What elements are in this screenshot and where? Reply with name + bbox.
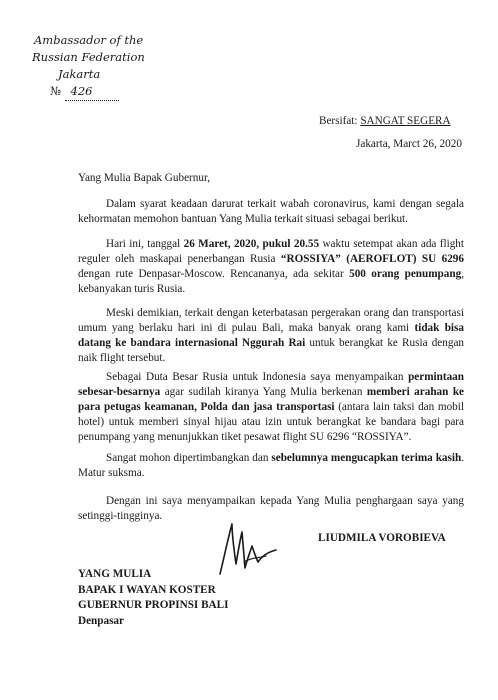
number-prefix: № [50,84,61,98]
p4-text-2: agar sudilah kiranya Yang Mulia berkenan [160,386,367,398]
p4-directive: memberi arahan ke para petugas keamanan, Polda dan jasa transportasi [78,386,465,413]
p4-text-1: Sebagai Duta Besar Rusia untuk Indonesia saya menyampaikan [106,371,409,383]
recipient-line-2: BAPAK I WAYAN KOSTER [78,583,216,596]
classification-value: SANGAT SEGERA [360,115,451,127]
recipient-block [78,567,228,629]
classification-label: Bersifat: [319,115,358,127]
p2-text-3: dengan rute Denpasar-Moscow. Rencananya, ada sekitar [78,268,350,280]
p5-thanks: sebelumnya mengucapkan terima kasih [271,452,462,464]
p2-text-1: Hari ini, tanggal [106,238,184,250]
p2-text-2: waktu setempat akan ada flight reguler oleh maskapai penerbangan Rusia [78,238,465,265]
salutation: Yang Mulia Bapak Gubernur, [78,172,211,184]
p3-text-2: untuk berangkat ke Rusia dengan naik flight tersebut. [78,337,465,364]
letterhead-line-2: Russian Federation [32,50,145,64]
paragraph-4 [78,370,464,445]
signatory-name: LIUDMILA VOROBIEVA [318,532,446,544]
letterhead [32,32,145,101]
p2-passengers: 500 orang penumpang [349,268,462,280]
recipient-line-4: Denpasar [78,614,124,627]
p3-airport: tidak bisa datang ke bandara internasional Nggurah Rai [78,322,464,349]
paragraph-5 [78,451,464,481]
p2-date-time: 26 Maret, 2020, pukul 20.55 [183,238,320,250]
p3-text-1: Meski demikian, terkait dengan keterbatasan pergerakan orang dan transportasi umum yang berlaku hari ini di pulau Bali, maka banyak orang kami [78,307,464,334]
paragraph-1 [78,197,464,227]
letterhead-line-3: Jakarta [58,67,101,81]
p4-text-3: (antara lain taksi dan mobil hotel) untuk memberi sinyal hijau atau izin untuk berangkat ke bandara bagi para penumpang yang menunjukkan tiket pesawat flight SU 6296 “ROSSIYA”. [78,401,464,443]
paragraph-1-text: Dalam syarat keadaan darurat terkait wabah coronavirus, kami dengan segala kehormatan memohon bantuan Yang Mulia terkait situasi sebagai berikut. [78,198,464,225]
paragraph-2 [78,237,464,297]
p5-text-2: . Matur suksma. [78,452,464,479]
date-line: Jakarta, Marct 26, 2020 [356,138,462,150]
number-value: 426 [65,83,119,101]
classification [319,114,451,129]
p2-flight: “ROSSIYA” (AEROFLOT) SU 6296 [280,253,464,265]
letterhead-line-1: Ambassador of the [34,33,144,47]
paragraph-3 [78,306,464,366]
recipient-line-1: YANG MULIA [78,568,152,580]
p2-text-4: , kebanyakan turis Rusia. [78,268,464,295]
paragraph-6-text: Dengan ini saya menyampaikan kepada Yang Mulia penghargaan saya yang setinggi-tingginya. [78,495,464,522]
p4-request: permintaan sebesar-besarnya [78,371,464,398]
letter-number [32,83,145,101]
p5-text-1: Sangat mohon dipertimbangkan dan [106,452,272,464]
recipient-line-3: GUBERNUR PROPINSI BALI [78,599,229,611]
